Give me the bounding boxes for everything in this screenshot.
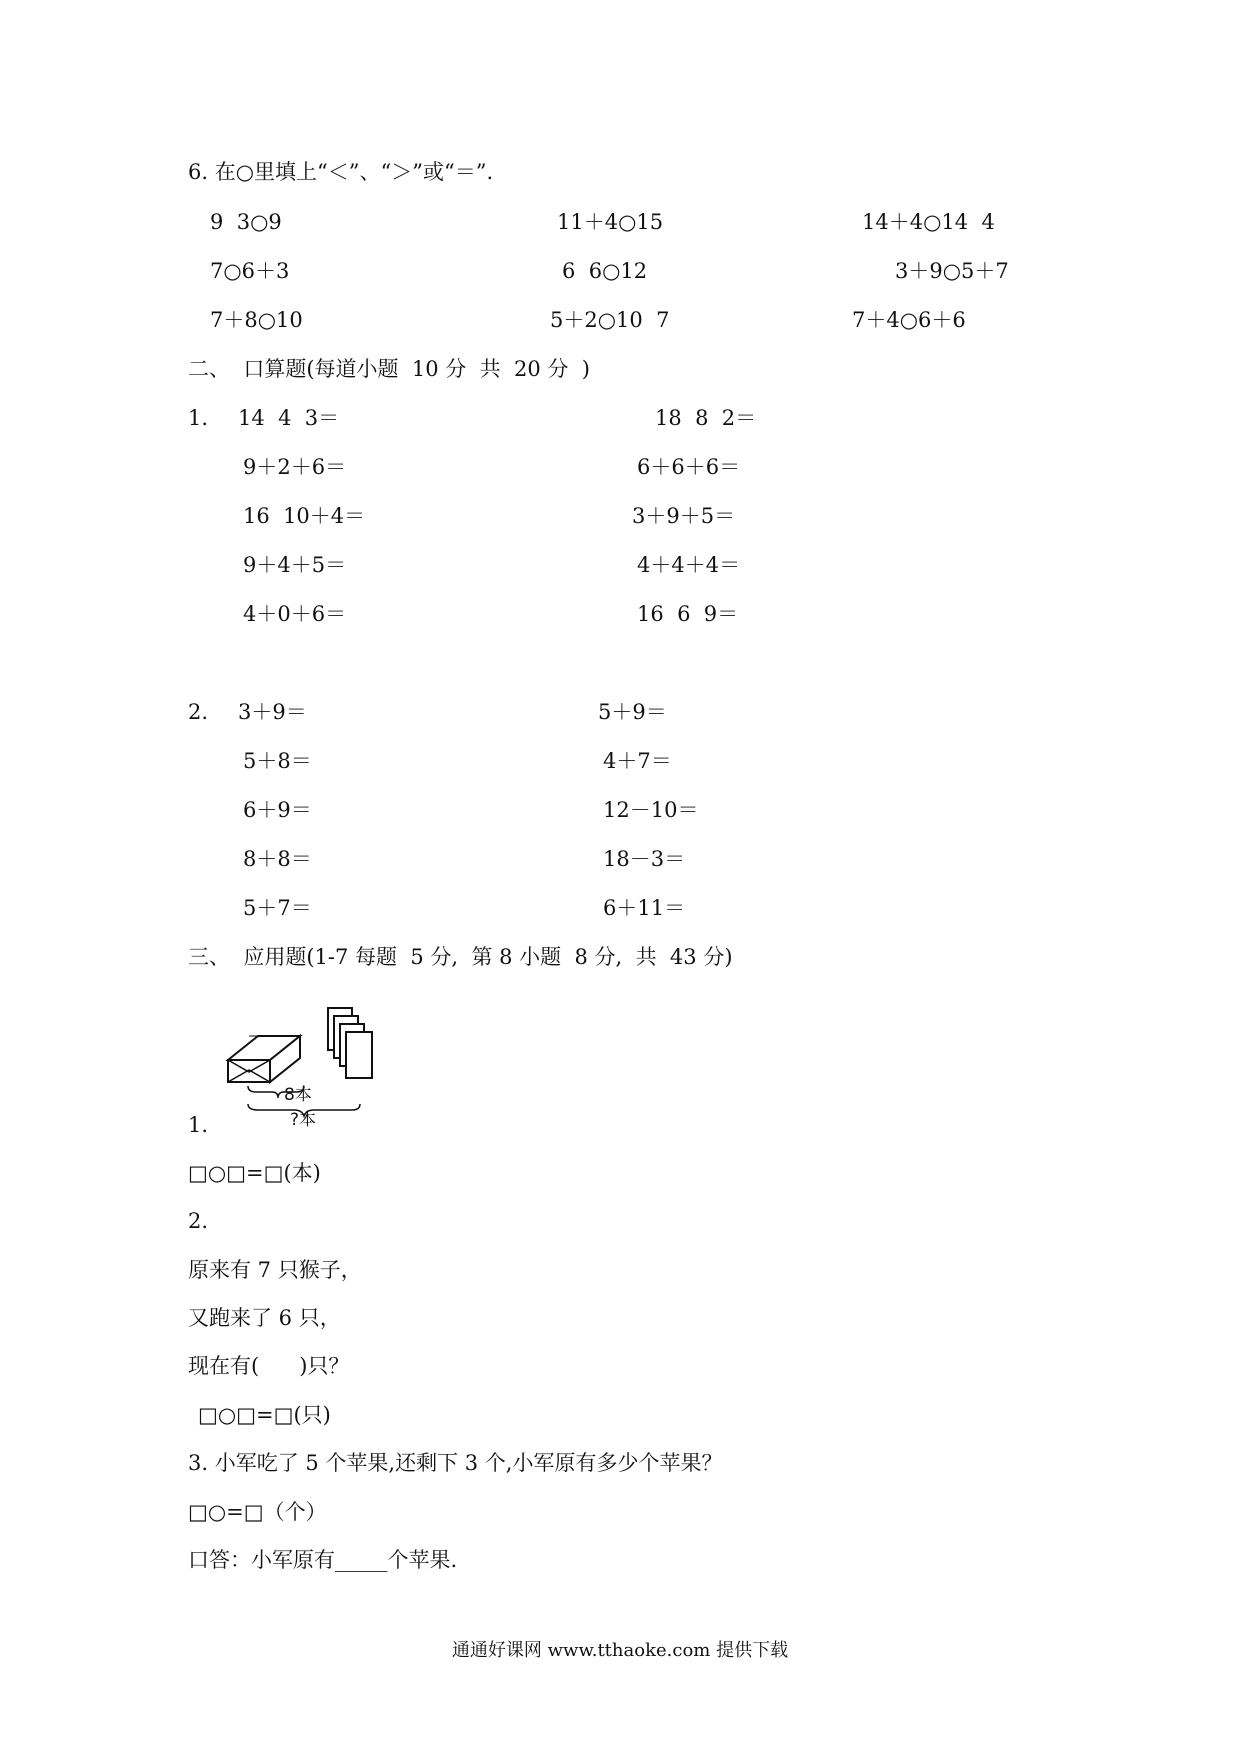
page-footer: 通通好课网 www.tthaoke.com 提供下载 <box>451 1640 789 1661</box>
word-q2-formula: □○□=□(只) <box>198 1403 331 1427</box>
word-q3-answer: 口答：小军原有_____个苹果. <box>188 1548 458 1572</box>
arith-item: 18 8 2＝ <box>655 406 757 430</box>
compare-item: 7＋8○10 <box>210 308 303 332</box>
arith-item: 12－10＝ <box>603 798 699 822</box>
word-q1-number: 1. <box>188 1113 209 1137</box>
compare-item: 11＋4○15 <box>557 210 664 234</box>
compare-item: 14＋4○14 4 <box>862 210 995 234</box>
q1-number: 1. <box>188 406 209 430</box>
arith-item: 9＋2＋6＝ <box>243 455 347 479</box>
arith-item: 5＋7＝ <box>243 896 312 920</box>
books-illustration <box>222 1000 412 1130</box>
q2-number: 2. <box>188 700 209 724</box>
compare-item: 6 6○12 <box>562 259 648 283</box>
arith-item: 16 10＋4＝ <box>243 504 366 528</box>
arith-item: 3＋9＋5＝ <box>632 504 736 528</box>
arith-item: 8＋8＝ <box>243 847 312 871</box>
arith-item: 3＋9＝ <box>238 700 307 724</box>
arith-item: 9＋4＋5＝ <box>243 553 347 577</box>
books-figure <box>222 1000 412 1130</box>
arith-item: 18－3＝ <box>603 847 686 871</box>
word-q2-number: 2. <box>188 1209 209 1233</box>
section3-title: 三、 应用题(1-7 每题 5 分, 第 8 小题 8 分, 共 43 分) <box>188 945 733 969</box>
word-q2-line: 现在有( )只？ <box>188 1354 350 1378</box>
arith-item: 5＋9＝ <box>598 700 667 724</box>
arith-item: 14 4 3＝ <box>238 406 340 430</box>
compare-item: 7＋4○6＋6 <box>852 308 966 332</box>
word-q1-formula: □○□=□(本) <box>188 1161 321 1185</box>
arith-item: 6＋11＝ <box>603 896 686 920</box>
arith-item: 6＋9＝ <box>243 798 312 822</box>
books-known-label: 8本 <box>284 1085 312 1105</box>
arith-item: 5＋8＝ <box>243 749 312 773</box>
arith-item: 16 6 9＝ <box>637 602 739 626</box>
compare-item: 7○6＋3 <box>210 259 290 283</box>
compare-item: 3＋9○5＋7 <box>895 259 1009 283</box>
word-q2-line: 原来有 7 只猴子， <box>188 1258 362 1282</box>
arith-item: 4＋0＋6＝ <box>243 602 347 626</box>
compare-item: 5＋2○10 7 <box>550 308 670 332</box>
section2-title: 二、 口算题(每道小题 10 分 共 20 分 ) <box>188 357 590 381</box>
arith-item: 6＋6＋6＝ <box>637 455 741 479</box>
arith-item: 4＋7＝ <box>603 749 672 773</box>
word-q2-line: 又跑来了 6 只， <box>188 1306 341 1330</box>
word-q3-formula: □○=□（个） <box>188 1500 327 1524</box>
q6-title: 6. 在○里填上“＜”、“＞”或“＝”. <box>188 160 494 184</box>
compare-item: 9 3○9 <box>210 210 282 234</box>
word-q3-text: 3. 小军吃了 5 个苹果,还剩下 3 个,小军原有多少个苹果？ <box>188 1451 723 1475</box>
books-total-label: ?本 <box>290 1110 317 1130</box>
arith-item: 4＋4＋4＝ <box>637 553 741 577</box>
